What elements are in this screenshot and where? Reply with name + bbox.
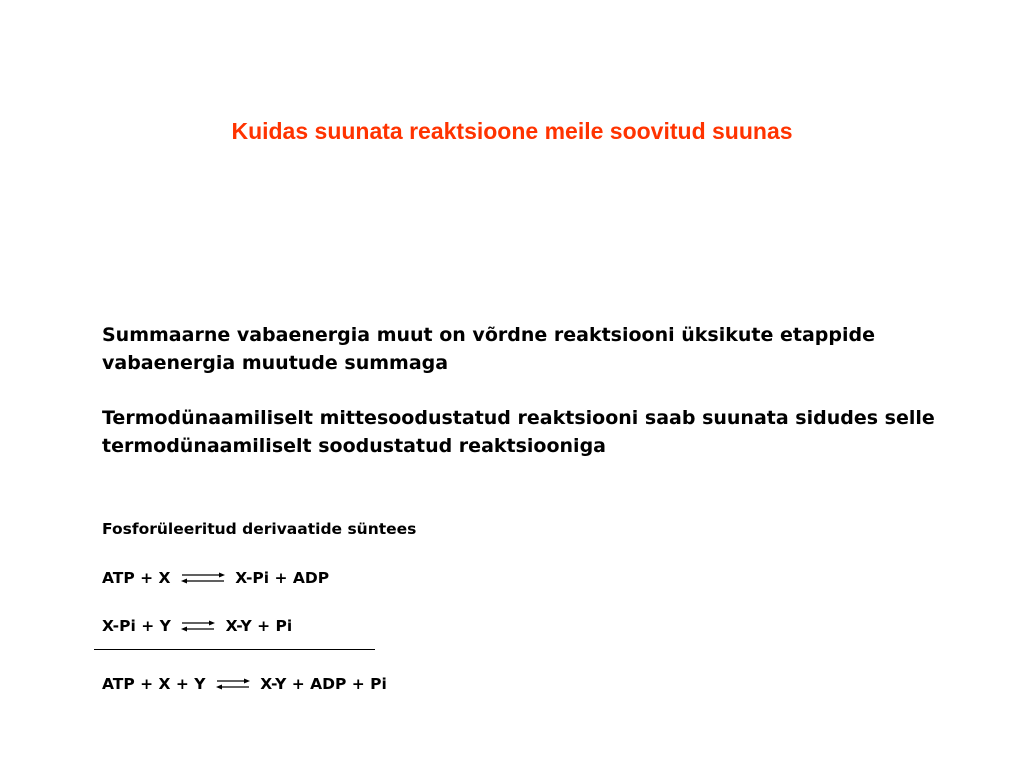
equation-2-right: X-Y + Pi [225, 616, 293, 635]
slide-title: Kuidas suunata reaktsioone meile soovitud suunas [231, 118, 793, 144]
equation-2-left: X-Pi + Y [102, 616, 171, 635]
equilibrium-arrows-icon [180, 619, 216, 633]
subheading-phosphorylated-derivatives: Fosforüleeritud derivaatide süntees [102, 520, 417, 538]
paragraph-free-energy-sum: Summaarne vabaenergia muut on võrdne reaktsiooni üksikute etappide vabaenergia muutude summaga [102, 324, 875, 374]
equation-1-right: X-Pi + ADP [235, 568, 330, 587]
equation-2 [102, 616, 292, 635]
equation-1 [102, 568, 329, 587]
equilibrium-arrows-icon [215, 677, 251, 691]
paragraph-coupled-reactions: Termodünaamiliselt mittesoodustatud reaktsiooni saab suunata sidudes selle termodünaamiliselt soodustatud reaktsiooniga [102, 407, 935, 457]
equation-sum-right: X-Y + ADP + Pi [260, 674, 387, 693]
equation-sum-left: ATP + X + Y [102, 674, 206, 693]
equilibrium-arrows-icon [180, 571, 226, 585]
equation-1-left: ATP + X [102, 568, 171, 587]
sum-divider-line [94, 649, 375, 650]
equation-sum [102, 674, 387, 693]
